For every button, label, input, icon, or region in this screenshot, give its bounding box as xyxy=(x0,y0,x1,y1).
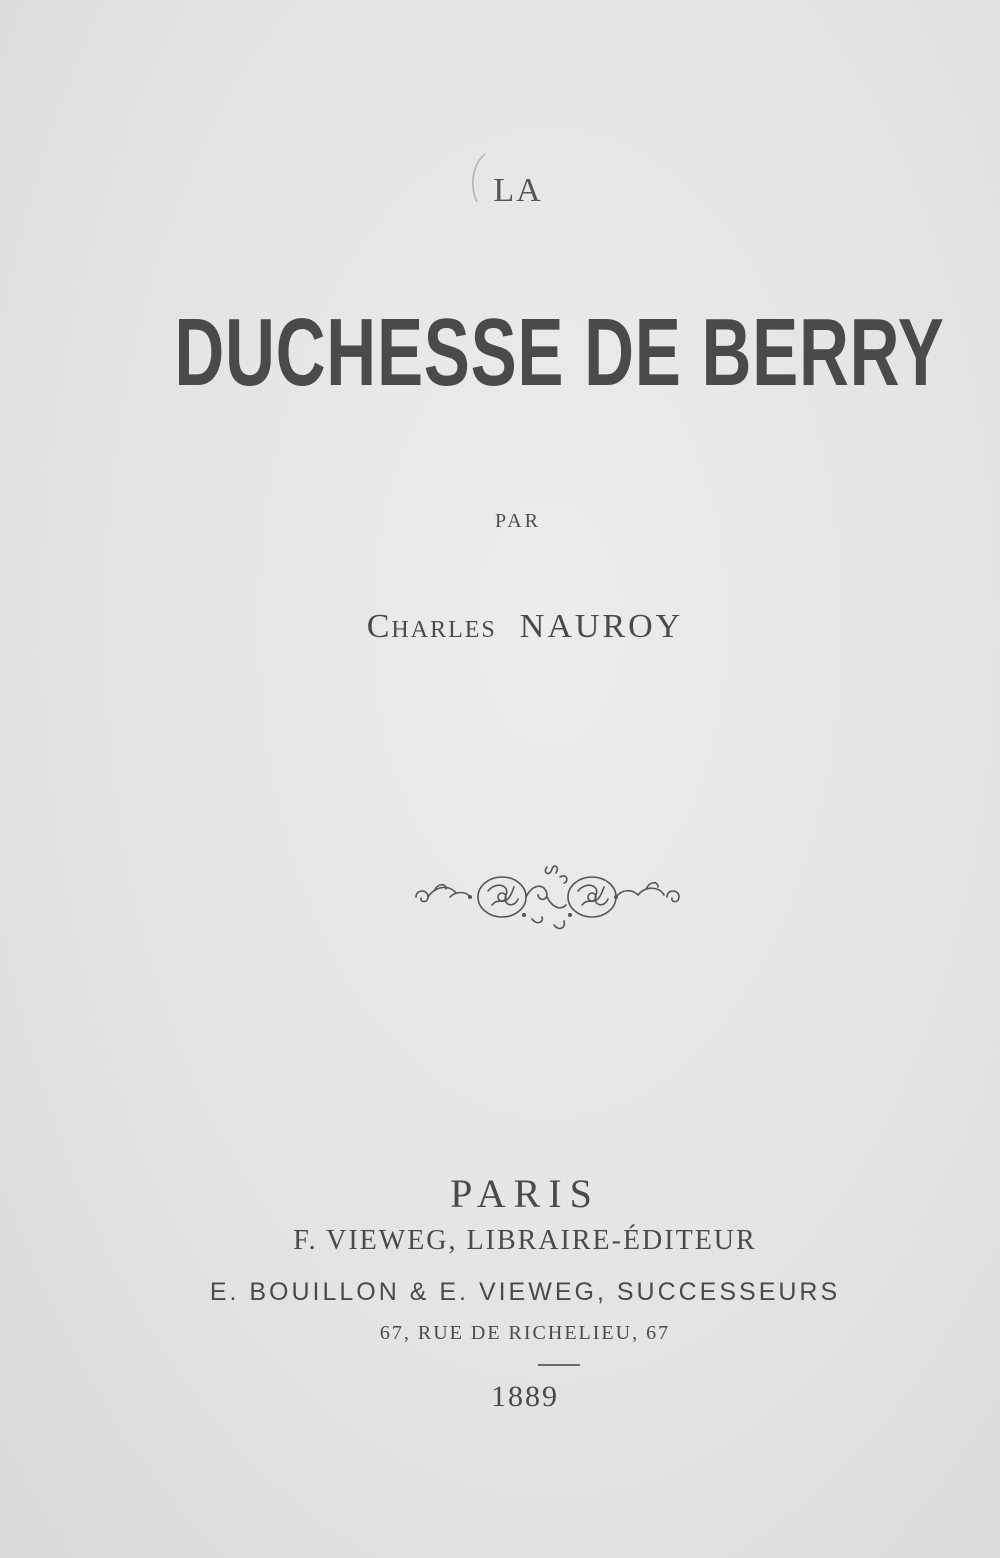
author-name xyxy=(50,608,1000,646)
title-article: LA xyxy=(493,172,543,209)
divider-rule xyxy=(538,1364,580,1366)
author-first-name: Charles xyxy=(366,608,497,645)
by-line: PAR xyxy=(494,510,542,532)
author-last-name: NAUROY xyxy=(519,608,684,645)
publication-year: 1889 xyxy=(491,1380,559,1413)
publisher-line: F. VIEWEG, LIBRAIRE-ÉDITEUR xyxy=(293,1225,757,1256)
successors-line: E. BOUILLON & E. VIEWEG, SUCCESSEURS xyxy=(209,1278,841,1306)
fleuron-ornament-icon xyxy=(410,855,685,940)
publisher-address: 67, RUE DE RICHELIEU, 67 xyxy=(379,1322,671,1344)
publication-city: PARIS xyxy=(450,1171,600,1216)
book-title: DUCHESSE DE BERRY xyxy=(174,299,945,406)
